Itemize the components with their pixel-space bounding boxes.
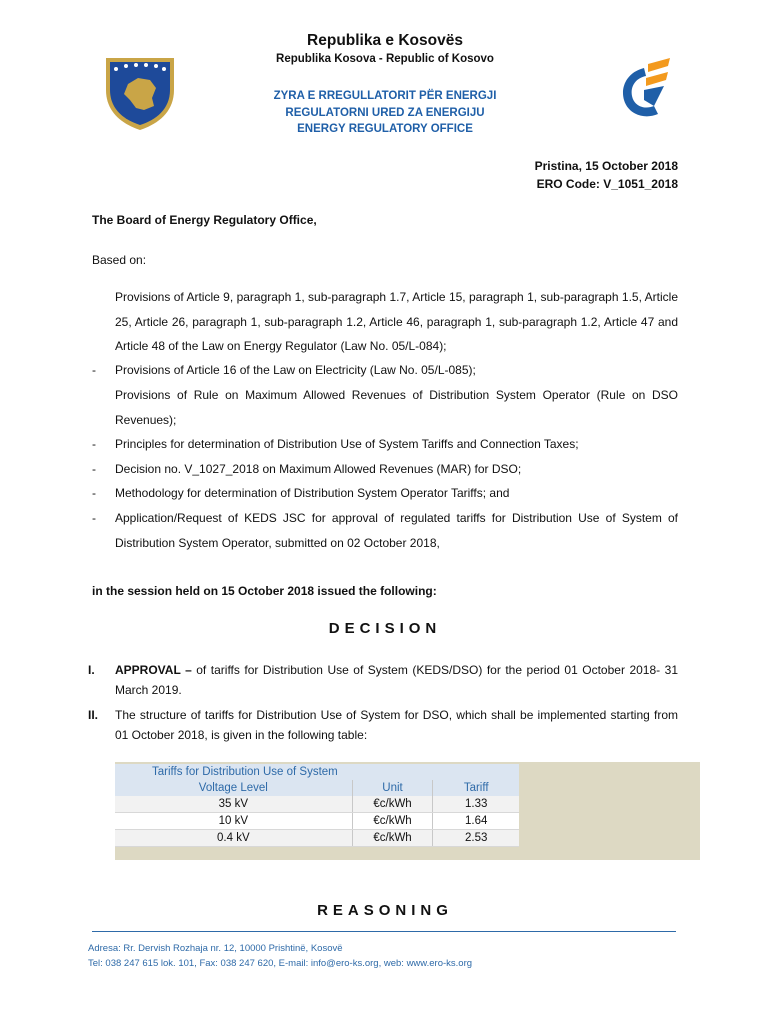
table-row — [115, 830, 519, 847]
provision-item: Methodology for determination of Distribution System Operator Tariffs; and — [115, 486, 510, 500]
office-name-albanian: ZYRA E RREGULLATORIT PËR ENERGJI — [273, 90, 497, 102]
footer-contact: Tel: 038 247 615 lok. 101, Fax: 038 247 620, E-mail: info@ero-ks.org, web: www.ero-ks.org — [88, 958, 473, 969]
column-header: Voltage Level — [115, 780, 352, 796]
table-caption: Tariffs for Distribution Use of System — [115, 764, 519, 780]
table-cell: 1.33 — [433, 796, 519, 813]
decision-item — [115, 706, 678, 745]
table-header-row — [115, 780, 519, 796]
decision-item-text: The structure of tariffs for Distribution Use of System for DSO, which shall be implemented starting from 01 October 2018, is given in the following table: — [115, 708, 678, 742]
table-row — [115, 796, 519, 813]
table-cell: €c/kWh — [352, 830, 433, 847]
provision-dash: - — [92, 462, 96, 476]
provision-item: Provisions of Article 9, paragraph 1, sub-paragraph 1.7, Article 15, paragraph 1, sub-paragraph 1.5, Article 25, Article 26, paragraph 1, sub-paragraph 1.2, Article 46, paragraph 1, sub-paragraph 1.2, Article 47 and Article 48 of the Law on Energy Regulator (Law No. 05/L-084); — [115, 290, 678, 353]
decision-item-text: of tariffs for Distribution Use of System (KEDS/DSO) for the period 01 October 2018- 31 March 2019. — [115, 663, 678, 697]
decision-numeral: I. — [88, 663, 95, 677]
office-name-english: ENERGY REGULATORY OFFICE — [297, 123, 473, 135]
table-caption-row — [115, 764, 519, 780]
provision-item: Application/Request of KEDS JSC for approval of regulated tariffs for Distribution Use of System of Distribution System Operator, submitted on 02 October 2018, — [115, 511, 678, 550]
tariff-table — [115, 764, 519, 847]
table-row — [115, 813, 519, 830]
provision-item: Decision no. V_1027_2018 on Maximum Allowed Revenues (MAR) for DSO; — [115, 462, 522, 476]
table-cell: 2.53 — [433, 830, 519, 847]
office-name-serbian: REGULATORNI URED ZA ENERGIJU — [285, 107, 485, 119]
table-cell: 0.4 kV — [115, 830, 352, 847]
provision-item: Provisions of Rule on Maximum Allowed Revenues of Distribution System Operator (Rule on DSO Revenues); — [115, 388, 678, 427]
ero-logo-icon — [614, 54, 674, 124]
board-heading: The Board of Energy Regulatory Office, — [92, 213, 317, 227]
decision-item-bold: APPROVAL – — [115, 663, 192, 677]
ero-code: ERO Code: V_1051_2018 — [536, 177, 678, 191]
document-date: Pristina, 15 October 2018 — [534, 159, 678, 173]
provision-dash: - — [92, 363, 96, 377]
column-header: Unit — [352, 780, 433, 796]
decision-numeral: II. — [88, 708, 99, 722]
footer-address: Adresa: Rr. Dervish Rozhaja nr. 12, 10000 Prishtinë, Kosovë — [88, 943, 343, 954]
table-cell: 10 kV — [115, 813, 352, 830]
table-cell: 1.64 — [433, 813, 519, 830]
decision-title: DECISION — [328, 620, 442, 637]
based-on-label: Based on: — [92, 253, 147, 267]
column-header: Tariff — [433, 780, 519, 796]
table-cell: 35 kV — [115, 796, 352, 813]
table-cell: €c/kWh — [352, 813, 433, 830]
provision-dash: - — [92, 437, 96, 451]
provision-dash: - — [92, 486, 96, 500]
session-statement: in the session held on 15 October 2018 issued the following: — [92, 584, 437, 598]
republic-title: Republika e Kosovës — [307, 32, 463, 49]
provision-item: Principles for determination of Distribution Use of System Tariffs and Connection Taxes; — [115, 437, 579, 451]
provision-dash: - — [92, 511, 96, 525]
footer-divider — [92, 931, 676, 932]
republic-subtitle: Republika Kosova - Republic of Kosovo — [276, 53, 494, 65]
table-cell: €c/kWh — [352, 796, 433, 813]
provision-item: Provisions of Article 16 of the Law on Electricity (Law No. 05/L-085); — [115, 363, 476, 377]
reasoning-title: REASONING — [317, 902, 453, 919]
decision-item — [115, 661, 678, 700]
